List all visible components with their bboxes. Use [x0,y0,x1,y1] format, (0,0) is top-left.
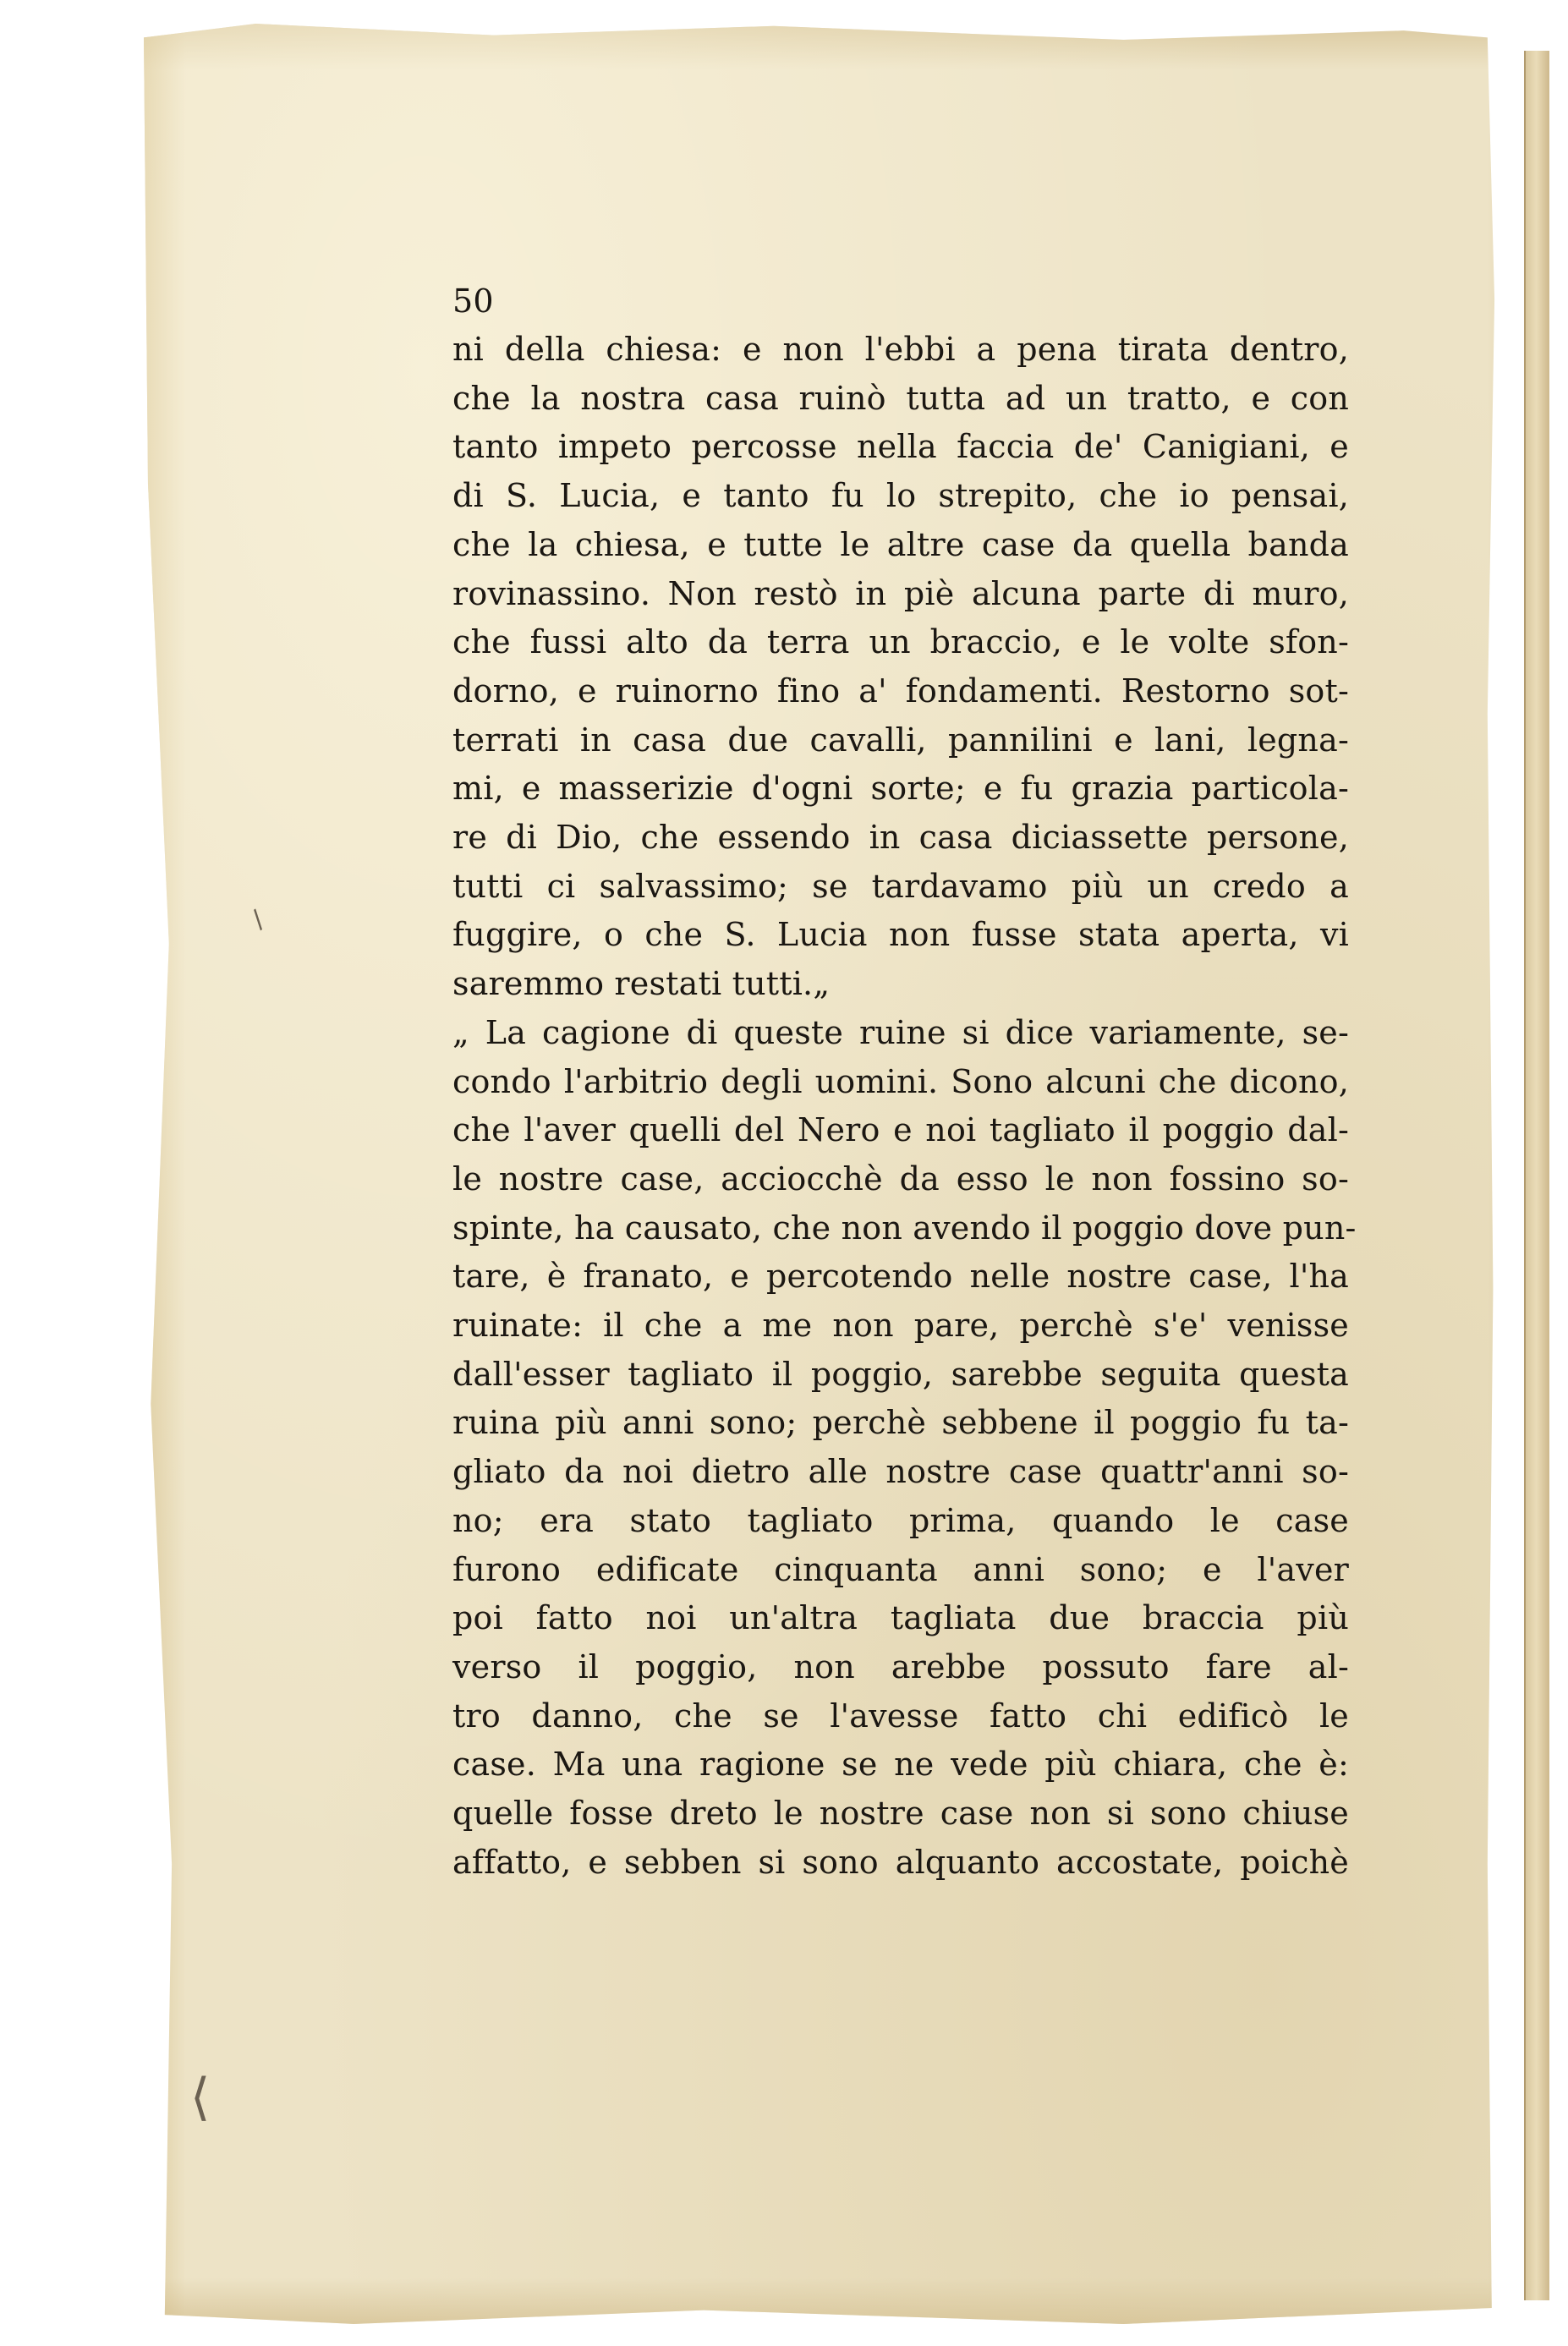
text-line: re di Dio, che essendo in casa diciassette persone, [452,819,1349,857]
text-line: che la nostra casa ruinò tutta ad un tratto, e con [452,379,1349,417]
text-line: gliato da noi dietro alle nostre case quattr'anni so- [452,1453,1349,1491]
text-line: tare, è franato, e percotendo nelle nostre case, l'ha [452,1258,1349,1296]
text-line: ruina più anni sono; perchè sebbene il poggio fu ta- [452,1404,1349,1442]
text-line: le nostre case, acciocchè da esso le non fossino so- [452,1159,1349,1198]
text-line: verso il poggio, non arebbe possuto fare al- [452,1647,1349,1686]
text-line: quelle fosse dreto le nostre case non si sono chiuse [452,1795,1349,1833]
text-line: furono edificate cinquanta anni sono; e l'aver [452,1550,1349,1588]
text-line: di S. Lucia, e tanto fu lo strepito, che io pensai, [452,477,1349,515]
text-line: rovinassino. Non restò in piè alcuna parte di muro, [452,574,1349,612]
text-line: spinte, ha causato, che non avendo il poggio dove pun- [452,1209,1357,1247]
text-line: ruinate: il che a me non pare, perchè s'e' venisse [452,1307,1349,1345]
text-line: poi fatto noi un'altra tagliata due braccia più [452,1599,1349,1637]
text-line: case. Ma una ragione se ne vede più chiara, che è: [452,1746,1349,1784]
text-line: terrati in casa due cavalli, pannilini e lani, legna- [452,721,1349,759]
text-line: che la chiesa, e tutte le altre case da quella banda [452,525,1349,563]
text-line: che fussi alto da terra un braccio, e le volte sfon- [452,623,1349,661]
text-line: „ La cagione di queste ruine si dice variamente, se- [452,1013,1349,1051]
text-line: condo l'arbitrio degli uomini. Sono alcuni che dicono, [452,1062,1349,1100]
text-line: mi, e masserizie d'ogni sorte; e fu grazia particola- [452,770,1349,808]
pencil-curve-mark: ⟨ [190,2068,211,2127]
text-line: tro danno, che se l'avesse fatto chi edificò le [452,1696,1349,1735]
text-line: fuggire, o che S. Lucia non fusse stata aperta, vi [452,916,1349,954]
text-line: che l'aver quelli del Nero e noi tagliato il poggio dal- [452,1111,1349,1149]
text-line: saremmo restati tutti.„ [452,965,831,1003]
text-line: affatto, e sebben si sono alquanto accostate, poichè [452,1843,1349,1881]
page-text [452,277,1357,1888]
pencil-tick-mark: / [245,905,271,935]
text-line: tutti ci salvassimo; se tardavamo più un credo a [452,867,1349,905]
page-number: 50 [452,282,494,320]
next-page-edge [1524,51,1549,2300]
text-line: dall'esser tagliato il poggio, sarebbe seguita questa [452,1355,1349,1393]
text-line: ni della chiesa: e non l'ebbi a pena tirata dentro, [452,331,1349,368]
text-line: tanto impeto percosse nella faccia de' Canigiani, e [452,428,1349,466]
text-line: dorno, e ruinorno fino a' fondamenti. Restorno sot- [452,671,1349,710]
text-line: no; era stato tagliato prima, quando le case [452,1501,1349,1539]
